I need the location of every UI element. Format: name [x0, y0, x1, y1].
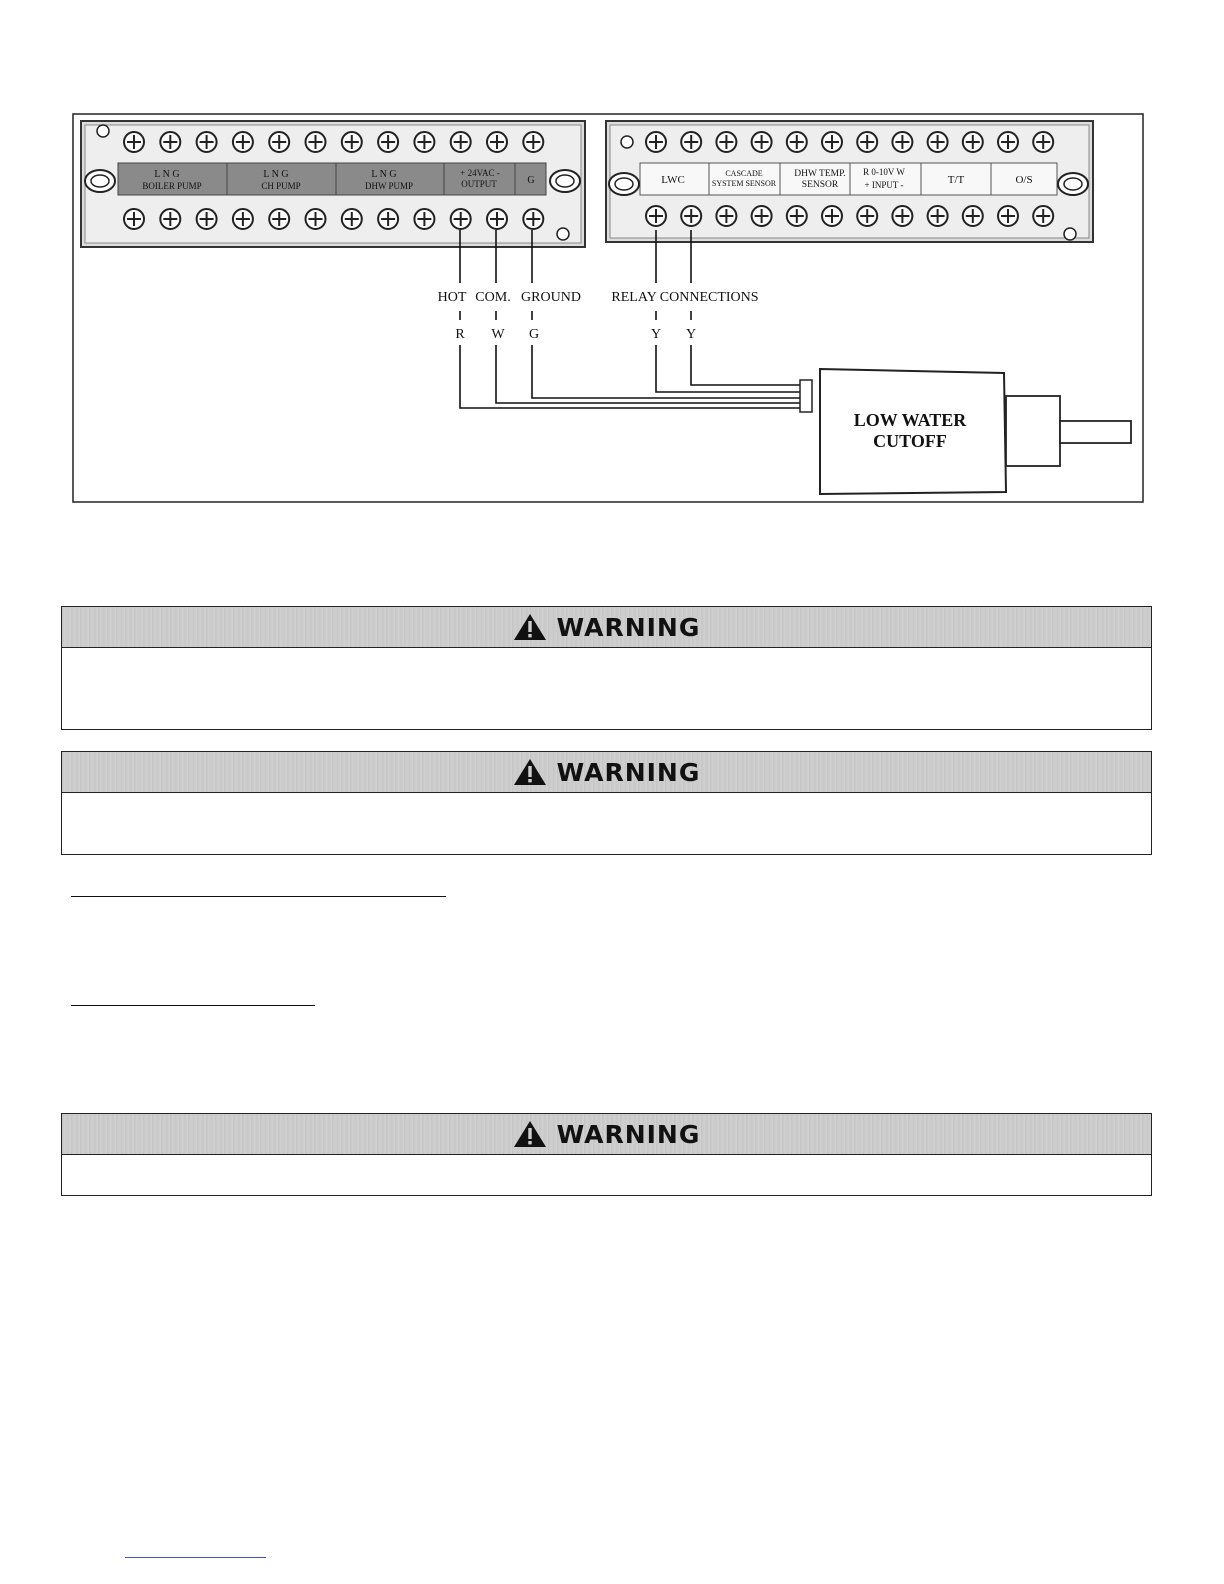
terminal-screw-icon: [822, 132, 842, 152]
terminal-screw-icon: [233, 209, 253, 229]
wires: [460, 230, 803, 408]
terminal-label: CASCADE: [725, 169, 763, 178]
terminal-screw-icon: [523, 132, 543, 152]
mount-hole: [557, 228, 569, 240]
warning-header: [62, 752, 1151, 793]
terminal-screw-icon: [716, 206, 736, 226]
terminal-label: T/T: [947, 174, 965, 186]
device-label: LOW WATER: [853, 410, 967, 430]
wire-label-hot: HOT: [437, 290, 467, 305]
terminal-label: L N G: [371, 169, 397, 180]
terminal-screw-icon: [1033, 206, 1053, 226]
terminal-screw-icon: [414, 209, 434, 229]
terminal-screw-icon: [646, 206, 666, 226]
warning-title: WARNING: [556, 612, 701, 642]
terminal-screw-icon: [124, 209, 144, 229]
terminal-screw-icon: [414, 132, 434, 152]
right-terminal-strip: [606, 121, 1093, 242]
terminal-screw-icon: [681, 132, 701, 152]
mount-hole: [1064, 228, 1076, 240]
terminal-label: + INPUT -: [864, 180, 904, 190]
terminal-screw-icon: [998, 132, 1018, 152]
warning-title: WARNING: [556, 757, 701, 787]
wire-code: R: [455, 327, 465, 342]
terminal-label: L N G: [263, 169, 289, 180]
terminal-screw-icon: [963, 132, 983, 152]
terminal-screw-icon: [306, 209, 326, 229]
terminal-screw-icon: [681, 206, 701, 226]
terminal-screw-icon: [998, 206, 1018, 226]
terminal-screw-icon: [787, 206, 807, 226]
terminal-screw-icon: [787, 132, 807, 152]
terminal-screw-icon: [451, 132, 471, 152]
wire-label-relay: RELAY CONNECTIONS: [611, 290, 759, 305]
terminal-screw-icon: [160, 209, 180, 229]
terminal-screw-icon: [1033, 132, 1053, 152]
wire-code: W: [491, 327, 505, 342]
terminal-screw-icon: [752, 206, 772, 226]
left-terminal-strip: [81, 121, 585, 247]
terminal-screw-icon: [716, 132, 736, 152]
terminal-screw-icon: [892, 206, 912, 226]
terminal-label: G: [527, 175, 535, 186]
terminal-screw-icon: [963, 206, 983, 226]
terminal-label: OUTPUT: [461, 179, 497, 189]
terminal-label: LWC: [661, 174, 685, 186]
terminal-screw-icon: [378, 132, 398, 152]
terminal-label: SENSOR: [801, 180, 839, 190]
warning-box: [61, 751, 1152, 855]
section-heading-underline: [71, 896, 446, 897]
warning-header: [62, 1114, 1151, 1155]
mount-hole: [97, 125, 109, 137]
terminal-screw-icon: [523, 209, 543, 229]
terminal-label: L N G: [154, 169, 180, 180]
terminal-label: CH PUMP: [261, 181, 301, 191]
terminal-label: DHW PUMP: [364, 181, 414, 191]
terminal-screw-icon: [487, 132, 507, 152]
wire-code: G: [528, 327, 540, 342]
terminal-screw-icon: [822, 206, 842, 226]
terminal-screw-icon: [269, 209, 289, 229]
terminal-screw-icon: [197, 132, 217, 152]
terminal-screw-icon: [892, 132, 912, 152]
wire-code: Y: [650, 327, 662, 342]
section-heading-underline: [71, 1005, 315, 1006]
wire-label-com: COM.: [475, 290, 511, 305]
terminal-label: O/S: [1015, 174, 1033, 186]
warning-triangle-icon: [513, 613, 547, 641]
terminal-screw-icon: [487, 209, 507, 229]
terminal-label: BOILER PUMP: [142, 181, 202, 191]
terminal-screw-icon: [197, 209, 217, 229]
warning-triangle-icon: [513, 1120, 547, 1148]
wire-code: Y: [685, 327, 697, 342]
warning-triangle-icon: [513, 758, 547, 786]
terminal-label: R 0-10V W: [863, 167, 905, 177]
low-water-cutoff-device: [800, 369, 1131, 494]
terminal-screw-icon: [342, 209, 362, 229]
terminal-screw-icon: [857, 206, 877, 226]
terminal-label: DHW TEMP.: [794, 169, 846, 179]
terminal-screw-icon: [160, 132, 180, 152]
device-label: CUTOFF: [873, 431, 947, 451]
terminal-screw-icon: [752, 132, 772, 152]
terminal-screw-icon: [124, 132, 144, 152]
hyperlink-underline[interactable]: [125, 1557, 266, 1558]
mount-hole: [621, 136, 633, 148]
wiring-diagram: [0, 0, 1224, 520]
warning-header: [62, 607, 1151, 648]
wire-label-ground: GROUND: [521, 290, 581, 305]
terminal-screw-icon: [857, 132, 877, 152]
terminal-screw-icon: [451, 209, 471, 229]
terminal-screw-icon: [306, 132, 326, 152]
terminal-screw-icon: [269, 132, 289, 152]
warning-title: WARNING: [556, 1119, 701, 1149]
terminal-screw-icon: [928, 132, 948, 152]
terminal-screw-icon: [928, 206, 948, 226]
terminal-screw-icon: [342, 132, 362, 152]
terminal-label: SYSTEM SENSOR: [711, 179, 777, 188]
terminal-screw-icon: [378, 209, 398, 229]
warning-box: [61, 1113, 1152, 1196]
terminal-screw-icon: [646, 132, 666, 152]
terminal-screw-icon: [233, 132, 253, 152]
warning-box: [61, 606, 1152, 730]
terminal-label: + 24VAC -: [460, 168, 500, 178]
